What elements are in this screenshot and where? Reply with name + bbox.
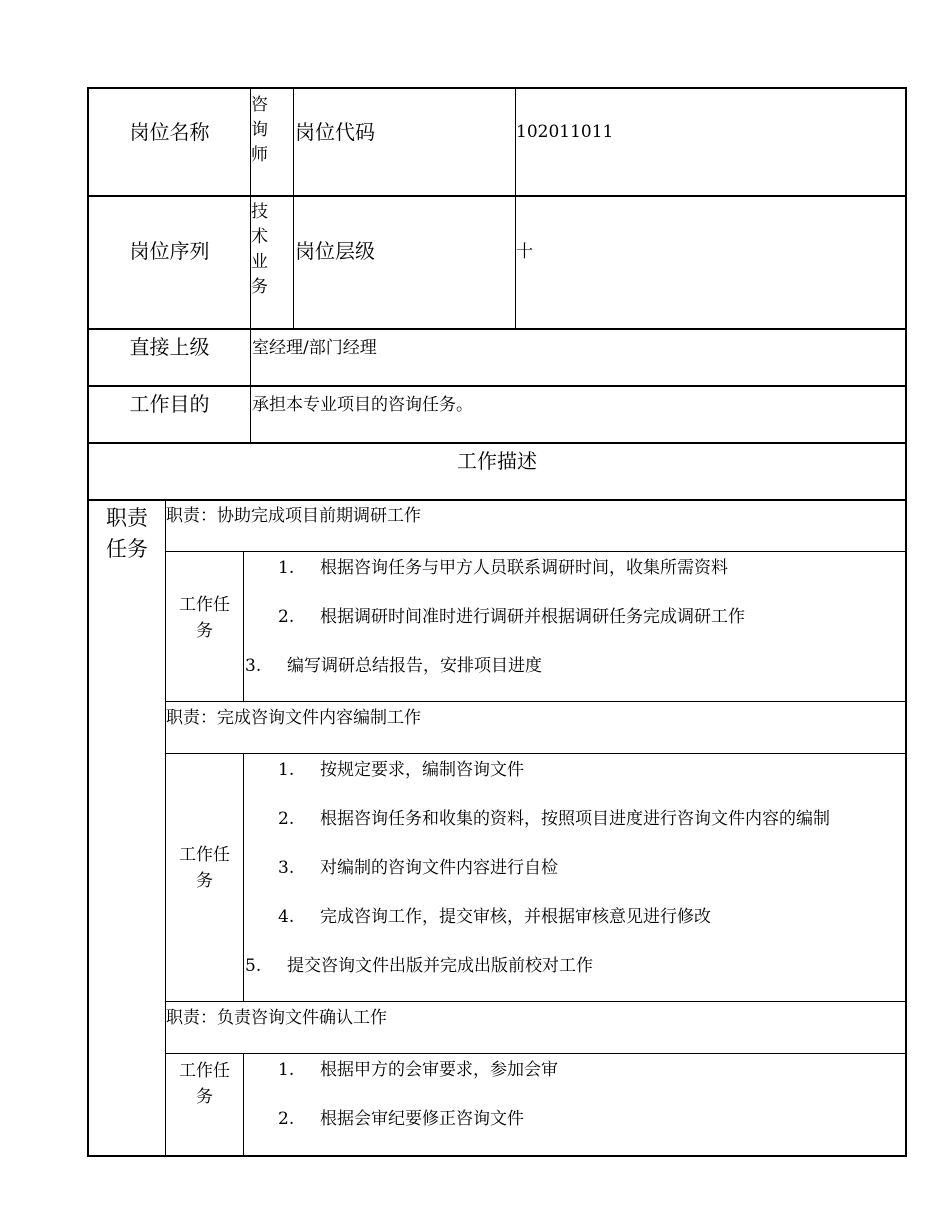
duty-title: 职责：完成咨询文件内容编制工作 [166,708,421,728]
position-code-value: 102011011 [516,122,614,142]
task-item [278,759,524,781]
task-item [278,857,558,879]
task-number: 4. [278,907,295,927]
task-number: 3. [278,858,295,878]
task-item [278,1108,524,1130]
position-level-label: 岗位层级 [295,239,375,263]
task-number: 2. [278,1109,295,1129]
work-description-title: 工作描述 [457,449,537,473]
task-text: 根据咨询任务与甲方人员联系调研时间，收集所需资料 [320,558,728,578]
position-series-label: 岗位序列 [129,239,210,263]
task-number: 1. [278,558,295,578]
duty-title: 职责：协助完成项目前期调研工作 [166,506,421,526]
task-item [278,1059,558,1081]
task-number: 5. [245,956,262,976]
position-level-value: 十 [516,242,533,262]
task-text: 完成咨询工作，提交审核，并根据审核意见进行修改 [320,907,711,927]
task-text: 根据调研时间准时进行调研并根据调研任务完成调研工作 [320,607,745,627]
task-label: 工作任务 [179,845,230,891]
task-item [245,655,542,677]
position-name-label: 岗位名称 [129,120,210,144]
purpose-label: 工作目的 [129,392,210,416]
task-number: 3. [245,656,262,676]
task-number: 2. [278,809,295,829]
purpose-value: 承担本专业项目的咨询任务。 [252,395,473,415]
task-text: 提交咨询文件出版并完成出版前校对工作 [287,956,593,976]
task-number: 1. [278,1060,295,1080]
task-text: 编写调研总结报告，安排项目进度 [287,656,542,676]
task-number: 1. [278,760,295,780]
task-label: 工作任务 [179,595,230,641]
task-text: 根据甲方的会审要求，参加会审 [320,1060,558,1080]
task-item [245,955,593,977]
task-item [278,808,830,830]
task-text: 对编制的咨询文件内容进行自检 [320,858,558,878]
task-item [278,606,745,628]
task-text: 根据会审纪要修正咨询文件 [320,1109,524,1129]
duties-side-label: 职责任务 [106,506,148,561]
supervisor-value: 室经理/部门经理 [252,338,377,358]
task-text: 按规定要求，编制咨询文件 [320,760,524,780]
position-code-label: 岗位代码 [295,120,375,144]
position-name-value: 咨询师 [251,95,268,165]
position-series-value: 技术业务 [251,202,268,297]
supervisor-label: 直接上级 [129,335,210,359]
task-item [278,557,728,579]
task-item [278,906,711,928]
task-text: 根据咨询任务和收集的资料，按照项目进度进行咨询文件内容的编制 [320,809,830,829]
task-number: 2. [278,607,295,627]
duty-title: 职责：负责咨询文件确认工作 [166,1008,387,1028]
task-label: 工作任务 [179,1061,230,1107]
